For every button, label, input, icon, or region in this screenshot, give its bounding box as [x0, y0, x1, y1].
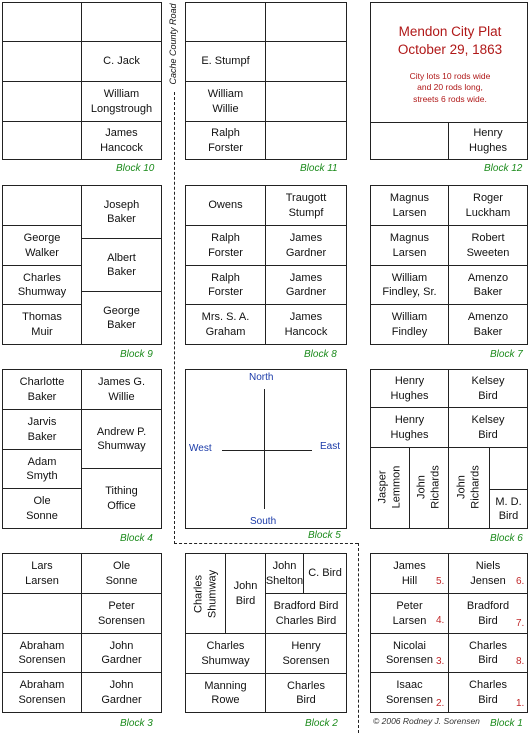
lot: Jarvis Baker [3, 410, 82, 450]
block-label: Block 10 [116, 163, 155, 174]
lot: Andrew P. Shumway [82, 410, 161, 469]
block-10 [2, 2, 162, 160]
lot [3, 122, 82, 159]
block-11 [185, 2, 347, 160]
lot: William Willie [186, 82, 266, 122]
lot: C. Jack [82, 42, 161, 82]
compass-vertical-line [264, 389, 265, 509]
lot [371, 122, 449, 159]
copyright: © 2006 Rodney J. Sorensen [373, 716, 480, 726]
block-label: Block 6 [490, 533, 523, 544]
lot: Nicolai Sorensen [371, 634, 449, 673]
lot [3, 42, 82, 82]
compass-east: East [320, 441, 341, 452]
lot-label-vertical: Charles Shumway [192, 569, 219, 619]
lot: Peter Sorensen [82, 594, 161, 634]
lot: Isaac Sorensen [371, 673, 449, 712]
lot: Ole Sonne [3, 489, 82, 528]
lot-number: 4. [436, 615, 445, 626]
lot: Kelsey Bird [449, 408, 527, 448]
lot: Ralph Forster [186, 122, 266, 159]
block-1 [370, 553, 528, 713]
lot: Joseph Baker [82, 186, 161, 239]
block-7 [370, 185, 528, 345]
lot [266, 82, 346, 122]
lot: William Findley [371, 305, 449, 344]
compass-south: South [250, 516, 277, 527]
lot: James Gardner [266, 226, 346, 266]
lot: E. Stumpf [186, 42, 266, 82]
lot: Magnus Larsen [371, 186, 449, 226]
lot: Peter Larsen [371, 594, 449, 634]
lot-number: 3. [436, 656, 445, 667]
lot [186, 3, 266, 42]
lot: Mrs. S. A. Graham [186, 305, 266, 344]
block-label: Block 4 [120, 533, 153, 544]
lot: Charles Shumway [3, 266, 82, 305]
lot [266, 122, 346, 159]
lot: William Longstrough [82, 82, 161, 122]
lot: James G. Willie [82, 370, 161, 410]
lot: Bradford Bird Charles Bird [266, 594, 346, 634]
block-label: Block 3 [120, 718, 153, 729]
lot-label-vertical: John Richards [415, 465, 442, 509]
plat-caption: City lots 10 rods wide and 20 rods long, streets 6 rods wide. [409, 71, 491, 104]
lot: Thomas Muir [3, 305, 82, 344]
lot: Charles Bird [449, 634, 527, 673]
lot: Charles Shumway [186, 634, 266, 674]
lot-number: 2. [436, 698, 445, 709]
lot-number: 7. [516, 618, 525, 629]
lot: Lars Larsen [3, 554, 82, 594]
compass-horizontal-line [222, 450, 312, 451]
lot: Traugott Stumpf [266, 186, 346, 226]
lot: John Gardner [101, 679, 142, 706]
lot: Henry Hughes [371, 370, 449, 408]
lot: James Gardner [266, 266, 346, 305]
lot: Ole Sonne [82, 554, 161, 594]
block-4 [2, 369, 162, 529]
lot: Adam Smyth [3, 450, 82, 489]
lot: James Hancock [284, 311, 328, 338]
lot: James Hancock [100, 127, 143, 154]
block-8 [185, 185, 347, 345]
lot-number: 6. [516, 576, 525, 587]
lot: Kelsey Bird [449, 370, 527, 408]
lot: George Walker [3, 226, 82, 266]
lot [3, 82, 82, 122]
lot-label-vertical: Jasper Lemmon [376, 465, 403, 509]
lot: Charles Bird [287, 679, 325, 706]
lot: C. Bird [304, 554, 346, 594]
lot: Ralph Forster [186, 226, 266, 266]
block-12-top-line [371, 122, 527, 123]
cache-county-road-line-lower [358, 543, 359, 733]
lot: George Baker [103, 304, 140, 331]
plat-title: Mendon City Plat [398, 24, 502, 39]
lot: Bradford Bird [449, 594, 527, 634]
lot: John Bird [226, 554, 266, 634]
block-3 [2, 553, 162, 713]
lot: Henry Sorensen [266, 634, 346, 674]
lot [3, 186, 82, 226]
lot: Roger Luckham [449, 186, 527, 226]
lot: Abraham Sorensen [3, 634, 82, 673]
lot: Owens [186, 186, 266, 226]
lot: Charles Bird [469, 679, 507, 706]
lot: Tithing Office [105, 485, 138, 512]
lot: Manning Rowe [186, 674, 266, 712]
lot [266, 3, 346, 42]
lot [82, 3, 161, 42]
lot [266, 42, 346, 82]
lot: Henry Hughes [371, 408, 449, 448]
block-9 [2, 185, 162, 345]
lot: Magnus Larsen [371, 226, 449, 266]
lot: Robert Sweeten [449, 226, 527, 266]
plat-date: October 29, 1863 [397, 42, 503, 57]
lot-number: 8. [516, 656, 525, 667]
block-label: Block 12 [484, 163, 523, 174]
lot: M. D. Bird [490, 489, 527, 528]
cache-county-road-jog [174, 543, 358, 544]
lot: James Hill [371, 554, 449, 594]
compass-north: North [249, 372, 274, 383]
lot: Amenzo Baker [467, 311, 509, 338]
road-label: Cache County Road [168, 3, 179, 85]
lot: Charlotte Baker [3, 370, 82, 410]
lot-number: 5. [436, 576, 445, 587]
lot: John Shelton [266, 554, 304, 594]
block-label: Block 2 [305, 718, 338, 729]
lot: John Gardner [82, 634, 161, 673]
lot: Abraham Sorensen [3, 673, 82, 712]
lot: William Findley, Sr. [371, 266, 449, 305]
block-label: Block 9 [120, 349, 153, 360]
cache-county-road-line [174, 92, 175, 544]
lot [3, 3, 82, 42]
lot [3, 594, 82, 634]
lot: Ralph Forster [186, 266, 266, 305]
block-label: Block 5 [308, 530, 341, 541]
block-label: Block 7 [490, 349, 523, 360]
lot: Amenzo Baker [449, 266, 527, 305]
block-label: Block 11 [300, 163, 338, 174]
compass-west: West [189, 443, 212, 454]
lot-label-vertical: John Richards [455, 465, 482, 509]
lot: Albert Baker [82, 239, 161, 292]
lot: Niels Jensen [449, 554, 527, 594]
block-label: Block 8 [304, 349, 337, 360]
block-label: Block 1 [490, 718, 523, 729]
lot-number: 1. [516, 698, 525, 709]
lot: Henry Hughes [469, 127, 507, 154]
